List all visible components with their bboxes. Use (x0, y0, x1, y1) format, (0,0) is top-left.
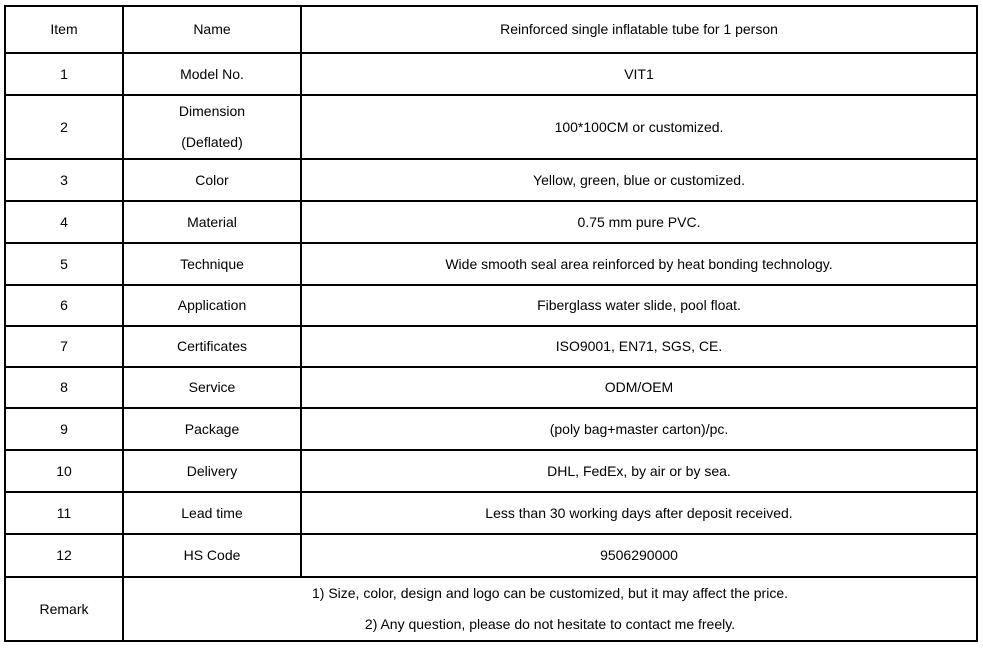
row-name: Delivery (123, 450, 301, 492)
table-row (5, 243, 977, 285)
row-value: Fiberglass water slide, pool float. (301, 285, 977, 326)
row-item: 5 (5, 243, 123, 285)
row-item: 4 (5, 201, 123, 243)
row-name-line: (Deflated) (181, 134, 243, 150)
header-row (5, 6, 977, 53)
row-value: Less than 30 working days after deposit received. (301, 492, 977, 534)
header-item: Item (5, 6, 123, 53)
table-row (5, 450, 977, 492)
row-item: 9 (5, 408, 123, 450)
row-item: 8 (5, 367, 123, 408)
table-row (5, 534, 977, 577)
row-name: Service (123, 367, 301, 408)
remark-line: 2) Any question, please do not hesitate to contact me freely. (364, 616, 736, 632)
row-value: Wide smooth seal area reinforced by heat bonding technology. (301, 243, 977, 285)
remark-line: 1) Size, color, design and logo can be customized, but it may affect the price. (311, 585, 788, 601)
row-value: 9506290000 (301, 534, 977, 577)
row-item: 3 (5, 159, 123, 201)
table-row (5, 159, 977, 201)
table-row (5, 285, 977, 326)
row-value: Yellow, green, blue or customized. (301, 159, 977, 201)
row-name: Technique (123, 243, 301, 285)
table-row (5, 367, 977, 408)
table-row (5, 53, 977, 95)
remark-text (123, 577, 977, 641)
row-name: Color (123, 159, 301, 201)
row-value: VIT1 (301, 53, 977, 95)
row-item: 1 (5, 53, 123, 95)
table-row (5, 201, 977, 243)
row-item: 7 (5, 326, 123, 367)
row-name: Lead time (123, 492, 301, 534)
row-name: Material (123, 201, 301, 243)
row-value: ISO9001, EN71, SGS, CE. (301, 326, 977, 367)
header-name: Name (123, 6, 301, 53)
row-value: 0.75 mm pure PVC. (301, 201, 977, 243)
remark-row (5, 577, 977, 641)
row-item: 10 (5, 450, 123, 492)
spec-table (4, 5, 978, 642)
table-row (5, 408, 977, 450)
row-item: 11 (5, 492, 123, 534)
remark-label: Remark (5, 577, 123, 641)
row-item: 12 (5, 534, 123, 577)
row-item: 2 (5, 95, 123, 159)
row-value: (poly bag+master carton)/pc. (301, 408, 977, 450)
row-name: Application (123, 285, 301, 326)
row-item: 6 (5, 285, 123, 326)
row-value: DHL, FedEx, by air or by sea. (301, 450, 977, 492)
header-value: Reinforced single inflatable tube for 1 person (301, 6, 977, 53)
table-row (5, 95, 977, 159)
row-name-line: Dimension (178, 103, 246, 119)
row-name: HS Code (123, 534, 301, 577)
row-name (123, 95, 301, 159)
row-value: ODM/OEM (301, 367, 977, 408)
table-row (5, 326, 977, 367)
row-value: 100*100CM or customized. (301, 95, 977, 159)
row-name: Certificates (123, 326, 301, 367)
row-name: Model No. (123, 53, 301, 95)
table-row (5, 492, 977, 534)
row-name: Package (123, 408, 301, 450)
